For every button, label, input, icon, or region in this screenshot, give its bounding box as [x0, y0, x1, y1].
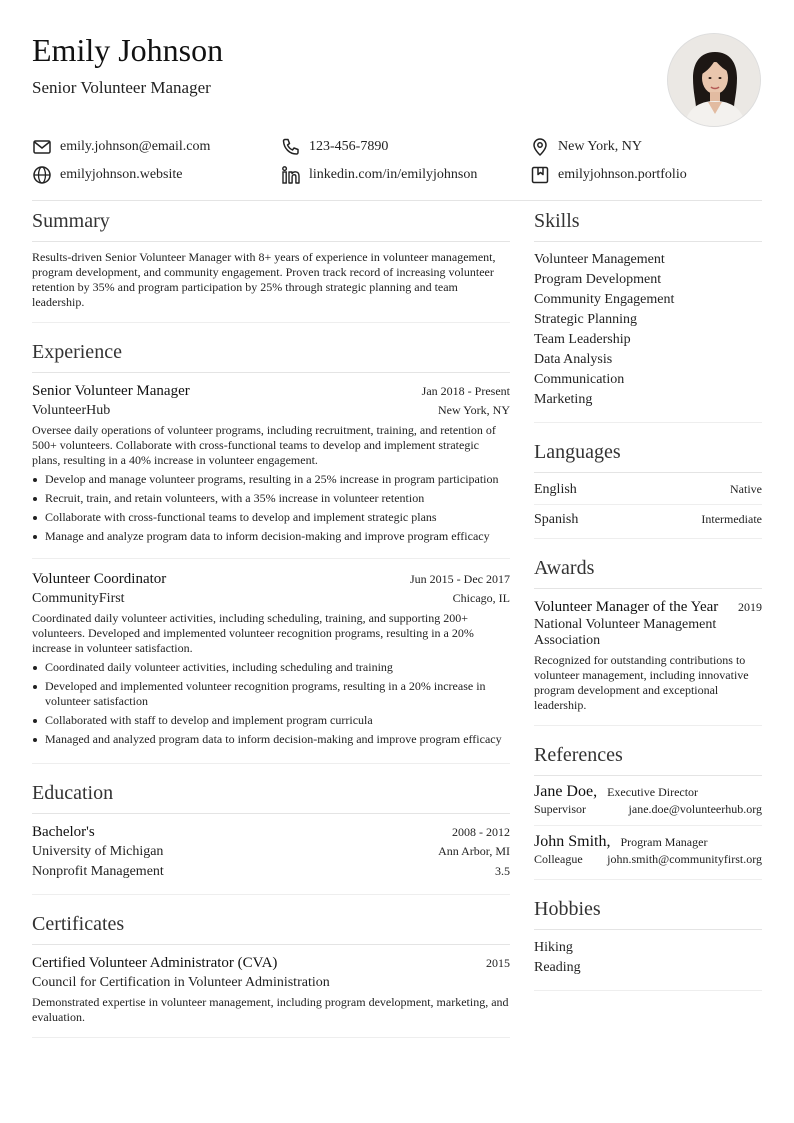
candidate-name: Emily Johnson	[32, 32, 224, 68]
job-company: CommunityFirst	[32, 591, 125, 606]
reference-entry	[534, 826, 762, 875]
award-issuer: National Volunteer Management Association	[534, 617, 717, 648]
job-bullets	[32, 472, 510, 544]
job-title: Senior Volunteer Manager	[32, 383, 190, 399]
job-bullet: Collaborate with cross-functional teams to develop and implement strategic plans	[32, 510, 510, 525]
skill-item: Data Analysis	[534, 352, 613, 367]
certificate-description: Demonstrated expertise in volunteer management, including program development, marketing, and evaluation.	[32, 995, 509, 1024]
reference-email[interactable]: john.smith@communityfirst.org	[607, 852, 762, 866]
language-name: Spanish	[534, 512, 579, 527]
bookmark-square-icon	[530, 165, 550, 185]
awards-section	[534, 555, 762, 726]
contact-email[interactable]	[32, 137, 210, 157]
education-field: Nonprofit Management	[32, 864, 164, 879]
education-dates: 2008 - 2012	[452, 825, 510, 839]
job-description: Oversee daily operations of volunteer programs, including recruitment, training, and retention of 500+ volunteers. Collaborate with cross-functional teams to develop and implement strategic plans, resulting in a 40% increase in volunteer engagement.	[32, 423, 496, 467]
hobby-item: Reading	[534, 960, 581, 975]
reference-name: John Smith,	[534, 833, 611, 850]
education-school: University of Michigan	[32, 844, 164, 859]
reference-relation: Colleague	[534, 852, 583, 866]
email-text: emily.johnson@email.com	[60, 139, 211, 154]
website-text: emilyjohnson.website	[60, 167, 183, 182]
references-heading: References	[534, 742, 762, 776]
portfolio-text: emilyjohnson.portfolio	[558, 167, 687, 182]
summary-section	[32, 208, 510, 323]
certificates-heading: Certificates	[32, 911, 510, 945]
location-text: New York, NY	[558, 139, 643, 154]
skill-item: Marketing	[534, 392, 593, 407]
job-title: Volunteer Coordinator	[32, 571, 167, 587]
right-column	[534, 208, 762, 1007]
job-location: Chicago, IL	[452, 591, 510, 605]
certificate-name: Certified Volunteer Administrator (CVA)	[32, 955, 278, 971]
education-section	[32, 780, 510, 895]
job-dates: Jun 2015 - Dec 2017	[410, 572, 510, 586]
job-description: Coordinated daily volunteer activities, including scheduling, training, and supporting 200+ volunteers. Developed and implemented volunteer recognition programs, resulting in a 20% increase in volunteer satisfaction.	[32, 611, 474, 655]
job-bullet: Develop and manage volunteer programs, resulting in a 25% increase in program participation	[32, 472, 510, 487]
skill-item: Volunteer Management	[534, 252, 665, 267]
skill-item: Communication	[534, 372, 625, 387]
candidate-title: Senior Volunteer Manager	[32, 78, 211, 97]
experience-heading: Experience	[32, 339, 510, 373]
language-name: English	[534, 482, 577, 497]
job-dates: Jan 2018 - Present	[421, 384, 510, 398]
mail-icon	[32, 137, 52, 157]
reference-title: Executive Director	[607, 785, 699, 799]
contact-portfolio[interactable]	[530, 165, 687, 185]
reference-name: Jane Doe,	[534, 783, 598, 800]
avatar	[667, 33, 761, 127]
linkedin-icon	[281, 165, 301, 185]
summary-heading: Summary	[32, 208, 510, 242]
certificates-section	[32, 911, 510, 1038]
language-row	[534, 505, 762, 534]
avatar-portrait-icon	[668, 34, 761, 127]
hobby-item: Hiking	[534, 940, 573, 955]
award-year: 2019	[738, 600, 762, 614]
job-entry	[32, 569, 510, 747]
job-entry	[32, 381, 510, 559]
skill-item: Program Development	[534, 272, 662, 287]
skill-item: Team Leadership	[534, 332, 631, 347]
contact-website[interactable]	[32, 165, 183, 185]
job-bullet: Recruit, train, and retain volunteers, with a 35% increase in volunteer retention	[32, 491, 510, 506]
job-bullet: Collaborated with staff to develop and implement program curricula	[32, 713, 510, 728]
hobbies-section	[534, 896, 762, 991]
experience-section	[32, 339, 510, 764]
skill-item: Strategic Planning	[534, 312, 638, 327]
map-pin-icon	[530, 137, 550, 157]
award-description: Recognized for outstanding contributions to volunteer management, including innovative program development and exceptional leadership.	[534, 653, 749, 712]
award-title: Volunteer Manager of the Year	[534, 599, 719, 615]
education-gpa: 3.5	[495, 864, 510, 878]
globe-icon	[32, 165, 52, 185]
skill-item: Community Engagement	[534, 292, 675, 307]
language-level: Native	[730, 482, 762, 496]
job-location: New York, NY	[437, 403, 510, 417]
languages-heading: Languages	[534, 439, 762, 473]
certificate-year: 2015	[486, 956, 510, 970]
reference-relation: Supervisor	[534, 802, 586, 816]
header-divider	[32, 200, 762, 201]
phone-text: 123-456-7890	[309, 139, 389, 154]
summary-text: Results-driven Senior Volunteer Manager with 8+ years of experience in volunteer management, program development, and community engagement. Proven track record of increasing volunteer retention by 35% and program participation by 25% through strategic planning and team leadership.	[32, 250, 496, 309]
references-section	[534, 742, 762, 880]
linkedin-text: linkedin.com/in/emilyjohnson	[309, 167, 478, 182]
language-level: Intermediate	[701, 512, 762, 526]
reference-entry	[534, 776, 762, 826]
job-company: VolunteerHub	[32, 403, 111, 418]
job-bullet: Coordinated daily volunteer activities, including scheduling and training	[32, 660, 510, 675]
contact-linkedin[interactable]	[281, 165, 477, 185]
left-column	[32, 208, 510, 1054]
job-bullet: Managed and analyzed program data to inform decision-making and improve program efficacy	[32, 732, 510, 747]
certificate-issuer: Council for Certification in Volunteer Administration	[32, 975, 330, 990]
job-bullets	[32, 660, 510, 747]
contact-location	[530, 137, 642, 157]
languages-section	[534, 439, 762, 539]
education-location: Ann Arbor, MI	[438, 844, 510, 858]
hobbies-heading: Hobbies	[534, 896, 762, 930]
education-heading: Education	[32, 780, 510, 814]
skills-section	[534, 208, 762, 423]
language-row	[534, 475, 762, 505]
job-bullet: Manage and analyze program data to inform decision-making and improve program efficacy	[32, 529, 510, 544]
reference-title: Program Manager	[620, 835, 708, 849]
phone-icon	[281, 137, 301, 157]
education-degree: Bachelor's	[32, 824, 95, 840]
awards-heading: Awards	[534, 555, 762, 589]
reference-email[interactable]: jane.doe@volunteerhub.org	[628, 802, 762, 816]
skills-heading: Skills	[534, 208, 762, 242]
contact-phone[interactable]	[281, 137, 388, 157]
job-bullet: Developed and implemented volunteer recognition programs, resulting in a 20% increase in volunteer satisfaction	[32, 679, 510, 709]
